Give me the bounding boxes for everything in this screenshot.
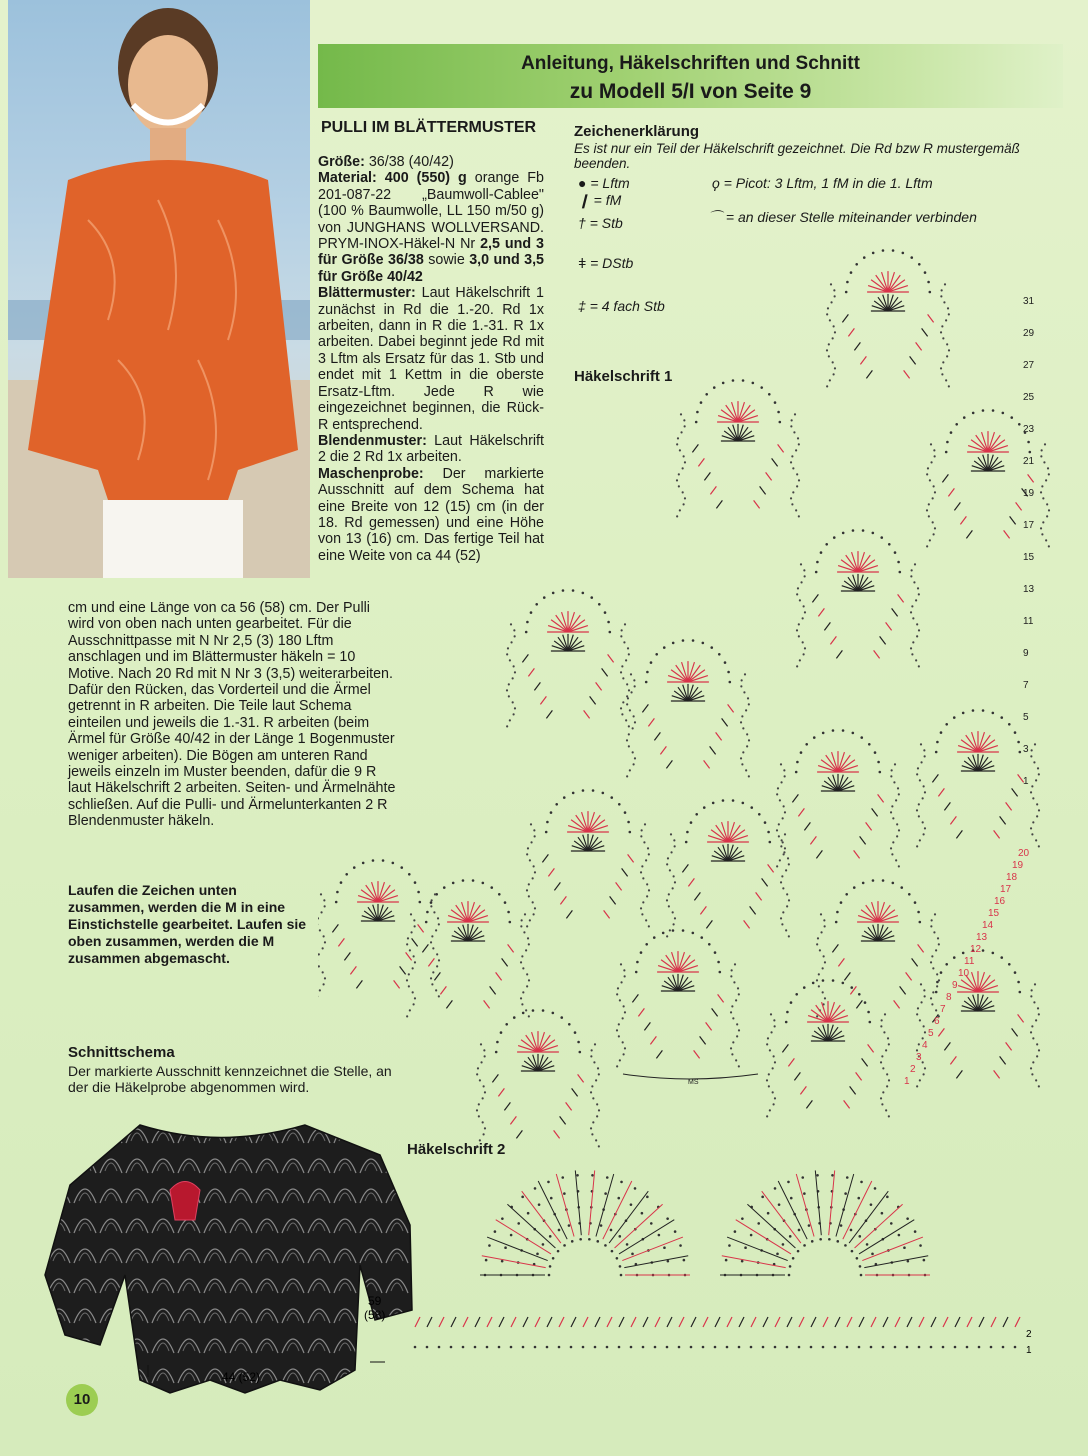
sweater-schematic <box>20 1115 420 1415</box>
row-label-r: 21 <box>1023 456 1035 467</box>
row-label-rd: 2 <box>910 1064 916 1075</box>
row-label-r: 9 <box>1023 648 1029 659</box>
row-label-r: 31 <box>1023 296 1035 307</box>
model-photo <box>8 0 310 578</box>
legend-intro: Es ist nur ein Teil der Häkelschrift gezeichnet. Die Rd bzw R mustergemäß beenden. <box>574 141 1020 171</box>
legend-heading: Zeichenerklärung <box>574 123 700 140</box>
schema-width: 44 (52) <box>222 1370 261 1384</box>
stitch-note: Laufen die Zeichen unten zusammen, werden die M in eine Einstichstelle gearbeitet. Laufen sie oben zusammen, werden die M zusammen abgemascht. <box>68 882 307 966</box>
row-label-rd: 5 <box>928 1028 934 1039</box>
row-label-rd: 17 <box>1000 884 1012 895</box>
row-label-rd: 20 <box>1018 848 1030 859</box>
row-label-rd: 12 <box>970 944 982 955</box>
chart-2-label: Häkelschrift 2 <box>407 1141 506 1158</box>
row-label-r: 3 <box>1023 744 1029 755</box>
model-illustration <box>8 0 310 578</box>
col1-para: Material: 400 (550) g orange Fb 201-087-22 „Baumwoll-Cablee" (100 % Baumwolle, LL 150 m/50 g) von JUNGHANS WOLLVERSAND. PRYM-INOX-Häkel-N Nr 2,5 und 3 für Größe 36/38 sowie 3,0 und 3,5 für Größe 40/42 <box>318 170 544 285</box>
row-label-r: 7 <box>1023 680 1029 691</box>
row-label-r: 15 <box>1023 552 1035 563</box>
row-label-r: 17 <box>1023 520 1035 531</box>
row-label-rd: 19 <box>1012 860 1024 871</box>
row-label-r: 29 <box>1023 328 1035 339</box>
col1-para: Blättermuster: Laut Häkelschrift 1 zunächst in Rd die 1.-20. Rd 1x arbeiten, dann in R die 1.-31. R 1x arbeiten. Dabei beginnt jede Rd mit 3 Lftm als Ersatz für das 1. Stb und endet mit 1 Kettm in die oberste Ersatz-Lftm. Jede R wie eingezeichnet beginnen, die Rück-R entsprechend. <box>318 285 544 433</box>
chart2-row-1: 1 <box>1026 1345 1032 1356</box>
row-label-rd: 16 <box>994 896 1006 907</box>
legend-tr: ǂ = DStb <box>578 255 634 271</box>
col1-para: Maschenprobe: Der markierte Ausschnitt auf dem Schema hat eine Breite von 12 (15) cm (in der 18. Rd gemessen) und eine Höhe von 13 (16) cm. Das fertige Teil hat eine Weite von ca 44 (52) <box>318 465 544 564</box>
row-label-rd: 18 <box>1006 872 1018 883</box>
legend-picot: ϙ = Picot: 3 Lftm, 1 fM in die 1. Lftm <box>712 175 933 191</box>
header-line-1: Anleitung, Häkelschriften und Schnitt <box>521 53 860 74</box>
schema-text: Der markierte Ausschnitt kennzeichnet die Stelle, an der die Häkelprobe abgenommen wird. <box>68 1063 392 1095</box>
row-label-rd: 7 <box>940 1004 946 1015</box>
chart2-row-2: 2 <box>1026 1329 1032 1340</box>
crochet-chart-2 <box>400 1155 1050 1395</box>
schema-heading: Schnittschema <box>68 1044 175 1061</box>
row-label-rd: 8 <box>946 992 952 1003</box>
ms-marker: MS <box>688 1079 699 1086</box>
row-label-rd: 6 <box>934 1016 940 1027</box>
row-label-r: 25 <box>1023 392 1035 403</box>
legend-4tr: ‡ = 4 fach Stb <box>578 298 665 314</box>
header-banner <box>318 44 1063 108</box>
row-label-rd: 4 <box>922 1040 928 1051</box>
row-label-r: 23 <box>1023 424 1035 435</box>
row-label-r: 5 <box>1023 712 1029 723</box>
row-label-r: 13 <box>1023 584 1035 595</box>
row-label-rd: 11 <box>964 956 975 967</box>
row-label-r: 19 <box>1023 488 1035 499</box>
article-title: PULLI IM BLÄTTERMUSTER <box>321 119 537 136</box>
row-label-rd: 13 <box>976 932 988 943</box>
schema-height: 59 <box>368 1294 382 1308</box>
row-label-rd: 15 <box>988 908 1000 919</box>
col1-para: Blendenmuster: Laut Häkelschrift 2 die 2 Rd 1x arbeiten. <box>318 432 544 466</box>
chart-1-label: Häkelschrift 1 <box>574 368 673 385</box>
row-label-r: 27 <box>1023 360 1035 371</box>
legend-chain: ● = Lftm <box>578 175 630 191</box>
article-column-2: cm und eine Länge von ca 56 (58) cm. Der Pulli wird von oben nach unten gearbeitet. Für die Ausschnittpasse mit N Nr 2,5 (3) 180 Lftm anschlagen und im Blättermuster häkeln = 10 Motive. Nach 20 Rd mit N Nr 3 (3,5) weiterarbeiten. Dafür den Rücken, das Vorderteil und die Ärmel getrennt in R arbeiten. Die Teile laut Schema einteilen und jeweils die 1.-31. R arbeiten (beim Ärmel für Größe 40/42 in der Länge 1 Bogenmuster weniger arbeiten). Die Bögen am unteren Rand jeweils einzeln im Muster beenden, dafür die 9 R laut Häkelschrift 2 arbeiten. Seiten- und Ärmelnähte schließen. Auf die Pulli- und Ärmelunterkanten 2 R Blendenmuster häkeln. <box>68 600 396 830</box>
legend-sc: ❙ = fM <box>578 192 622 208</box>
row-label-rd: 14 <box>982 920 994 931</box>
legend-dc: † = Stb <box>578 215 623 231</box>
row-label-rd: 9 <box>952 980 958 991</box>
row-label-r: 11 <box>1023 616 1034 627</box>
col1-para: Größe: 36/38 (40/42) <box>318 154 454 170</box>
header-line-2: zu Modell 5/I von Seite 9 <box>569 80 812 103</box>
row-label-rd: 10 <box>958 968 970 979</box>
page-number: 10 <box>66 1384 98 1416</box>
row-label-rd: 3 <box>916 1052 922 1063</box>
row-label-rd: 1 <box>904 1076 910 1087</box>
schema-height-2: (58) <box>364 1308 386 1322</box>
row-label-r: 1 <box>1023 776 1029 787</box>
legend-join: ⌒ = an dieser Stelle miteinander verbinden <box>708 209 977 225</box>
crochet-chart-1 <box>318 232 1058 1157</box>
